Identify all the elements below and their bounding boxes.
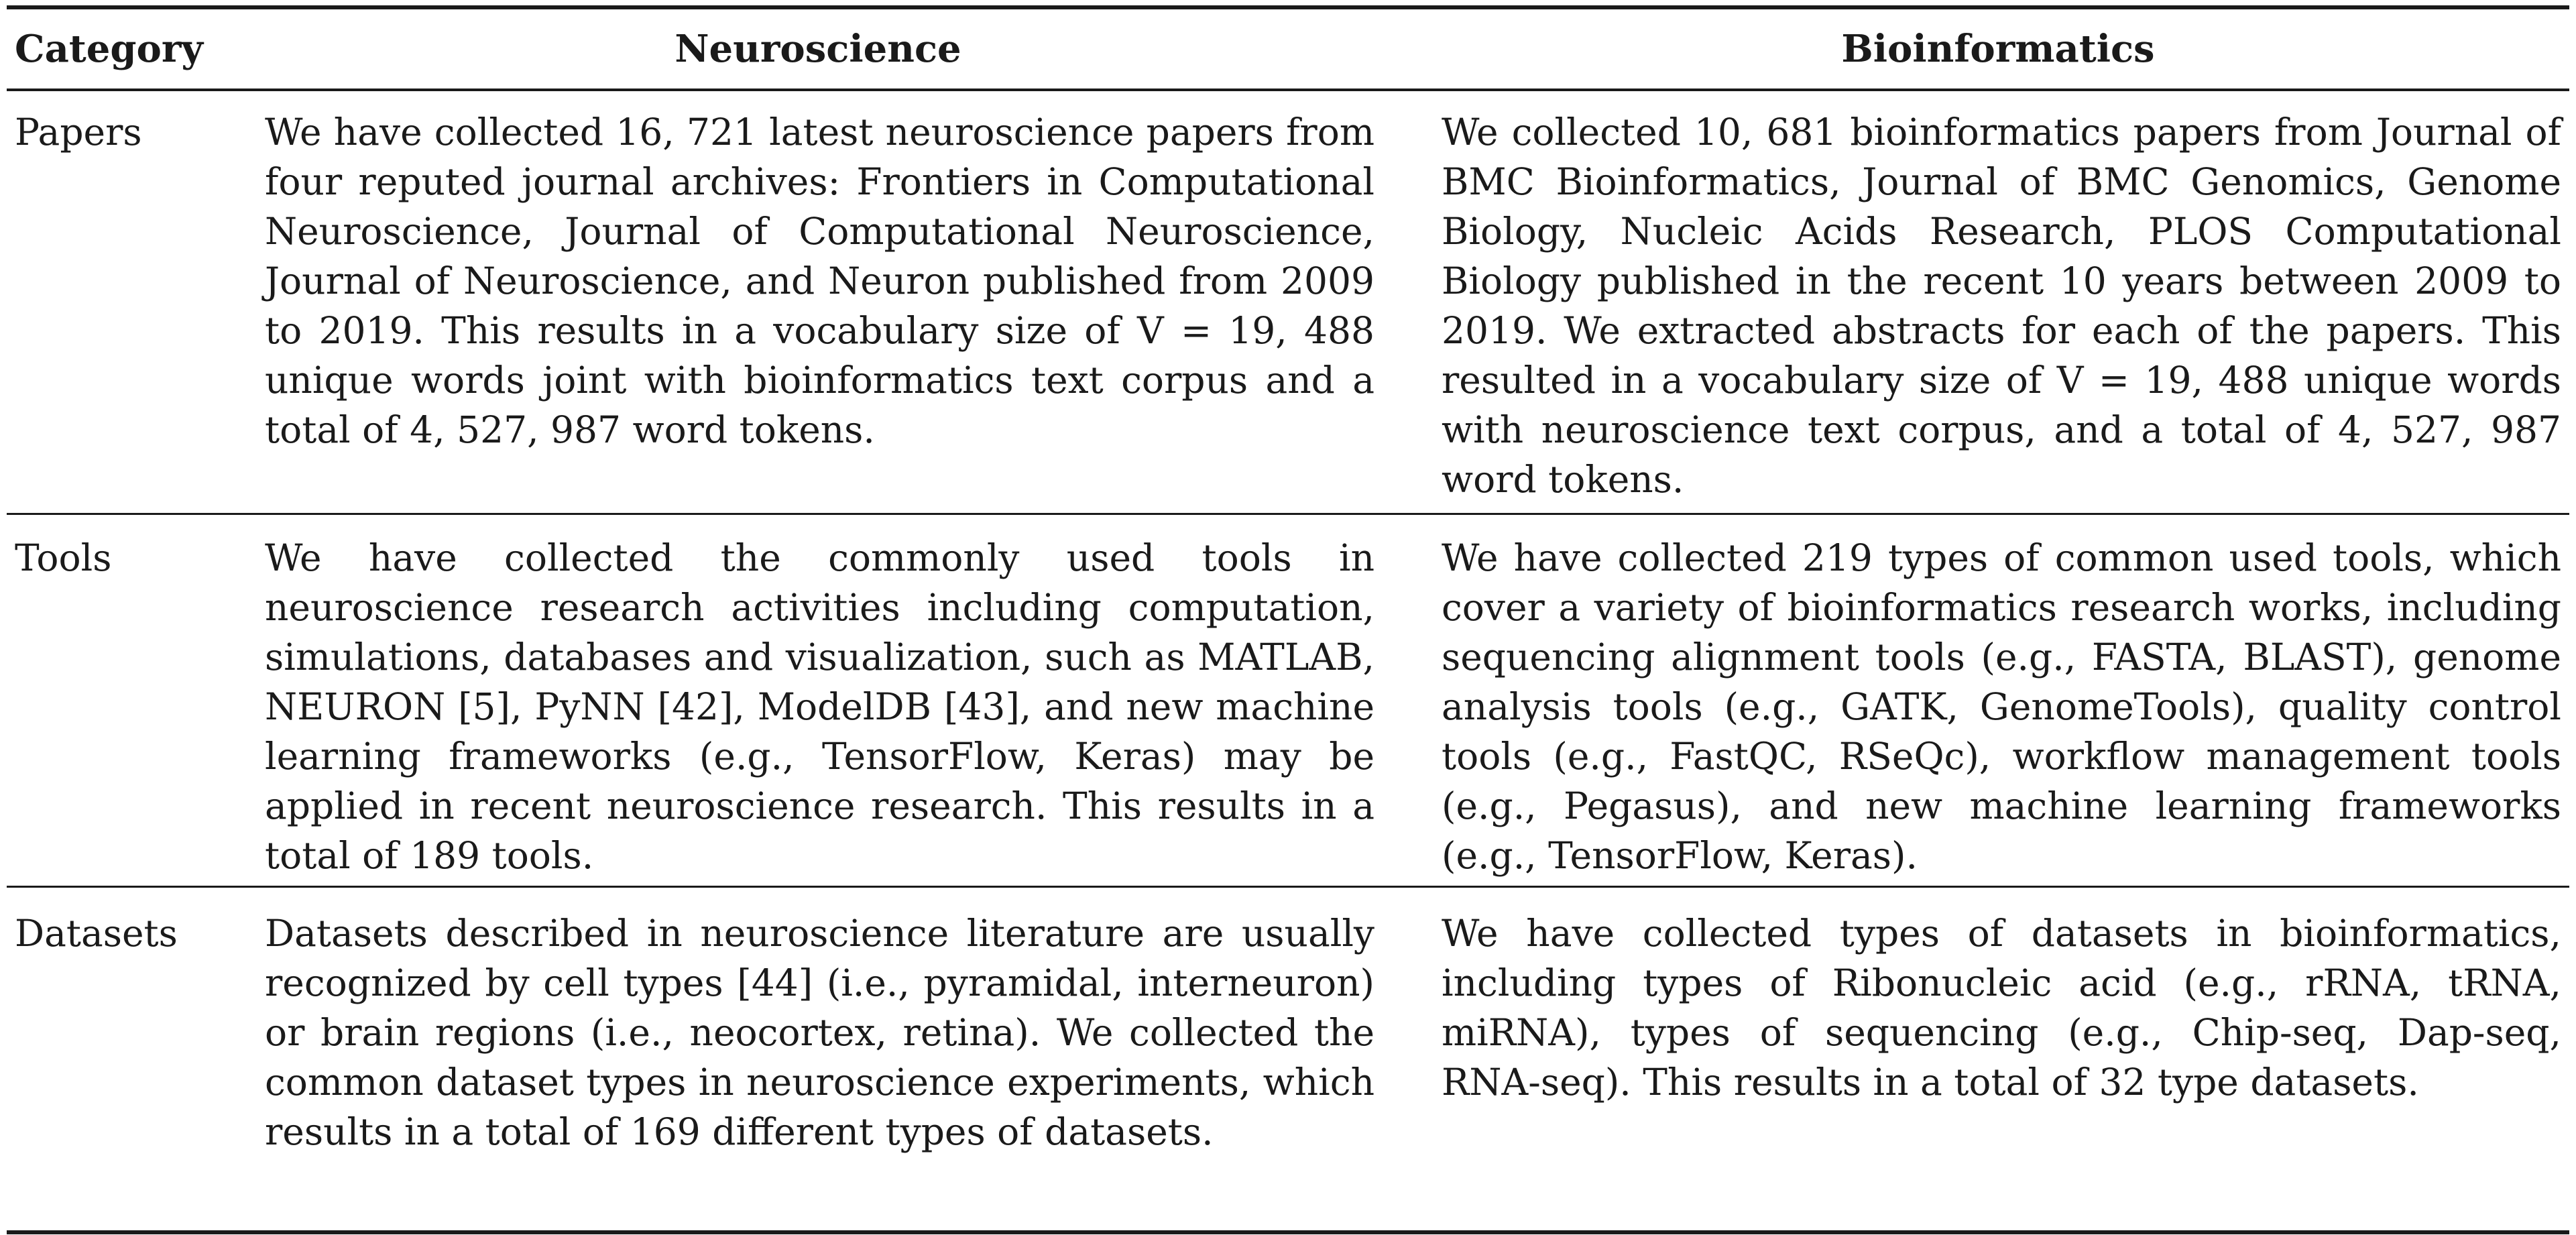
row-category-papers: Papers bbox=[15, 111, 142, 154]
row-category-tools: Tools bbox=[15, 536, 112, 579]
top-rule bbox=[7, 5, 2569, 9]
header-category: Category bbox=[15, 27, 203, 71]
header-bioinformatics: Bioinformatics bbox=[1841, 27, 2155, 71]
cell-neuroscience-datasets: Datasets described in neuroscience literature are usually recognized by cell types [44] (i.e., pyramidal, interneuron) or brain regions (i.e., neocortex, retina). We collected the common dataset types in neuroscience experiments, which results in a total of 169 different types of datasets. bbox=[265, 912, 1374, 1153]
bottom-rule bbox=[7, 1230, 2569, 1234]
header-neuroscience: Neuroscience bbox=[675, 27, 961, 71]
row-category-datasets: Datasets bbox=[15, 912, 178, 955]
cell-bioinformatics-tools: We have collected 219 types of common used tools, which cover a variety of bioinformatics research works, including sequencing alignment tools (e.g., FASTA, BLAST), genome analysis tools (e.g., GATK, GenomeTools), quality control tools (e.g., FastQC, RSeQc), workflow management tools (e.g., Pegasus), and new machine learning frameworks (e.g., TensorFlow, Keras). bbox=[1442, 536, 2561, 877]
row-divider-1 bbox=[7, 513, 2569, 515]
header-rule bbox=[7, 89, 2569, 91]
cell-bioinformatics-papers: We collected 10, 681 bioinformatics papers from Journal of BMC Bioinformatics, Journal of BMC Genomics, Genome Biology, Nucleic Acids Research, PLOS Computational Biology published in the recent 10 years between 2009 to 2019. We extracted abstracts for each of the papers. This resulted in a vocabulary size of V = 19, 488 unique words with neuroscience text corpus, and a total of 4, 527, 987 word tokens. bbox=[1442, 111, 2561, 501]
cell-neuroscience-papers: We have collected 16, 721 latest neuroscience papers from four reputed journal archives: Frontiers in Computational Neuroscience, Journal of Computational Neuroscience, Journal of Neuroscience, and Neuron published from 2009 to 2019. This results in a vocabulary size of V = 19, 488 unique words joint with bioinformatics text corpus and a total of 4, 527, 987 word tokens. bbox=[265, 111, 1374, 451]
cell-neuroscience-tools: We have collected the commonly used tools in neuroscience research activities including computation, simulations, databases and visualization, such as MATLAB, NEURON [5], PyNN [42], ModelDB [43], and new machine learning frameworks (e.g., TensorFlow, Keras) may be applied in recent neuroscience research. This results in a total of 189 tools. bbox=[265, 536, 1374, 877]
cell-bioinformatics-datasets: We have collected types of datasets in bioinformatics, including types of Ribonucleic acid (e.g., rRNA, tRNA, miRNA), types of sequencing (e.g., Chip-seq, Dap-seq, RNA-seq). This results in a total of 32 type datasets. bbox=[1442, 912, 2561, 1104]
row-divider-2 bbox=[7, 886, 2569, 888]
